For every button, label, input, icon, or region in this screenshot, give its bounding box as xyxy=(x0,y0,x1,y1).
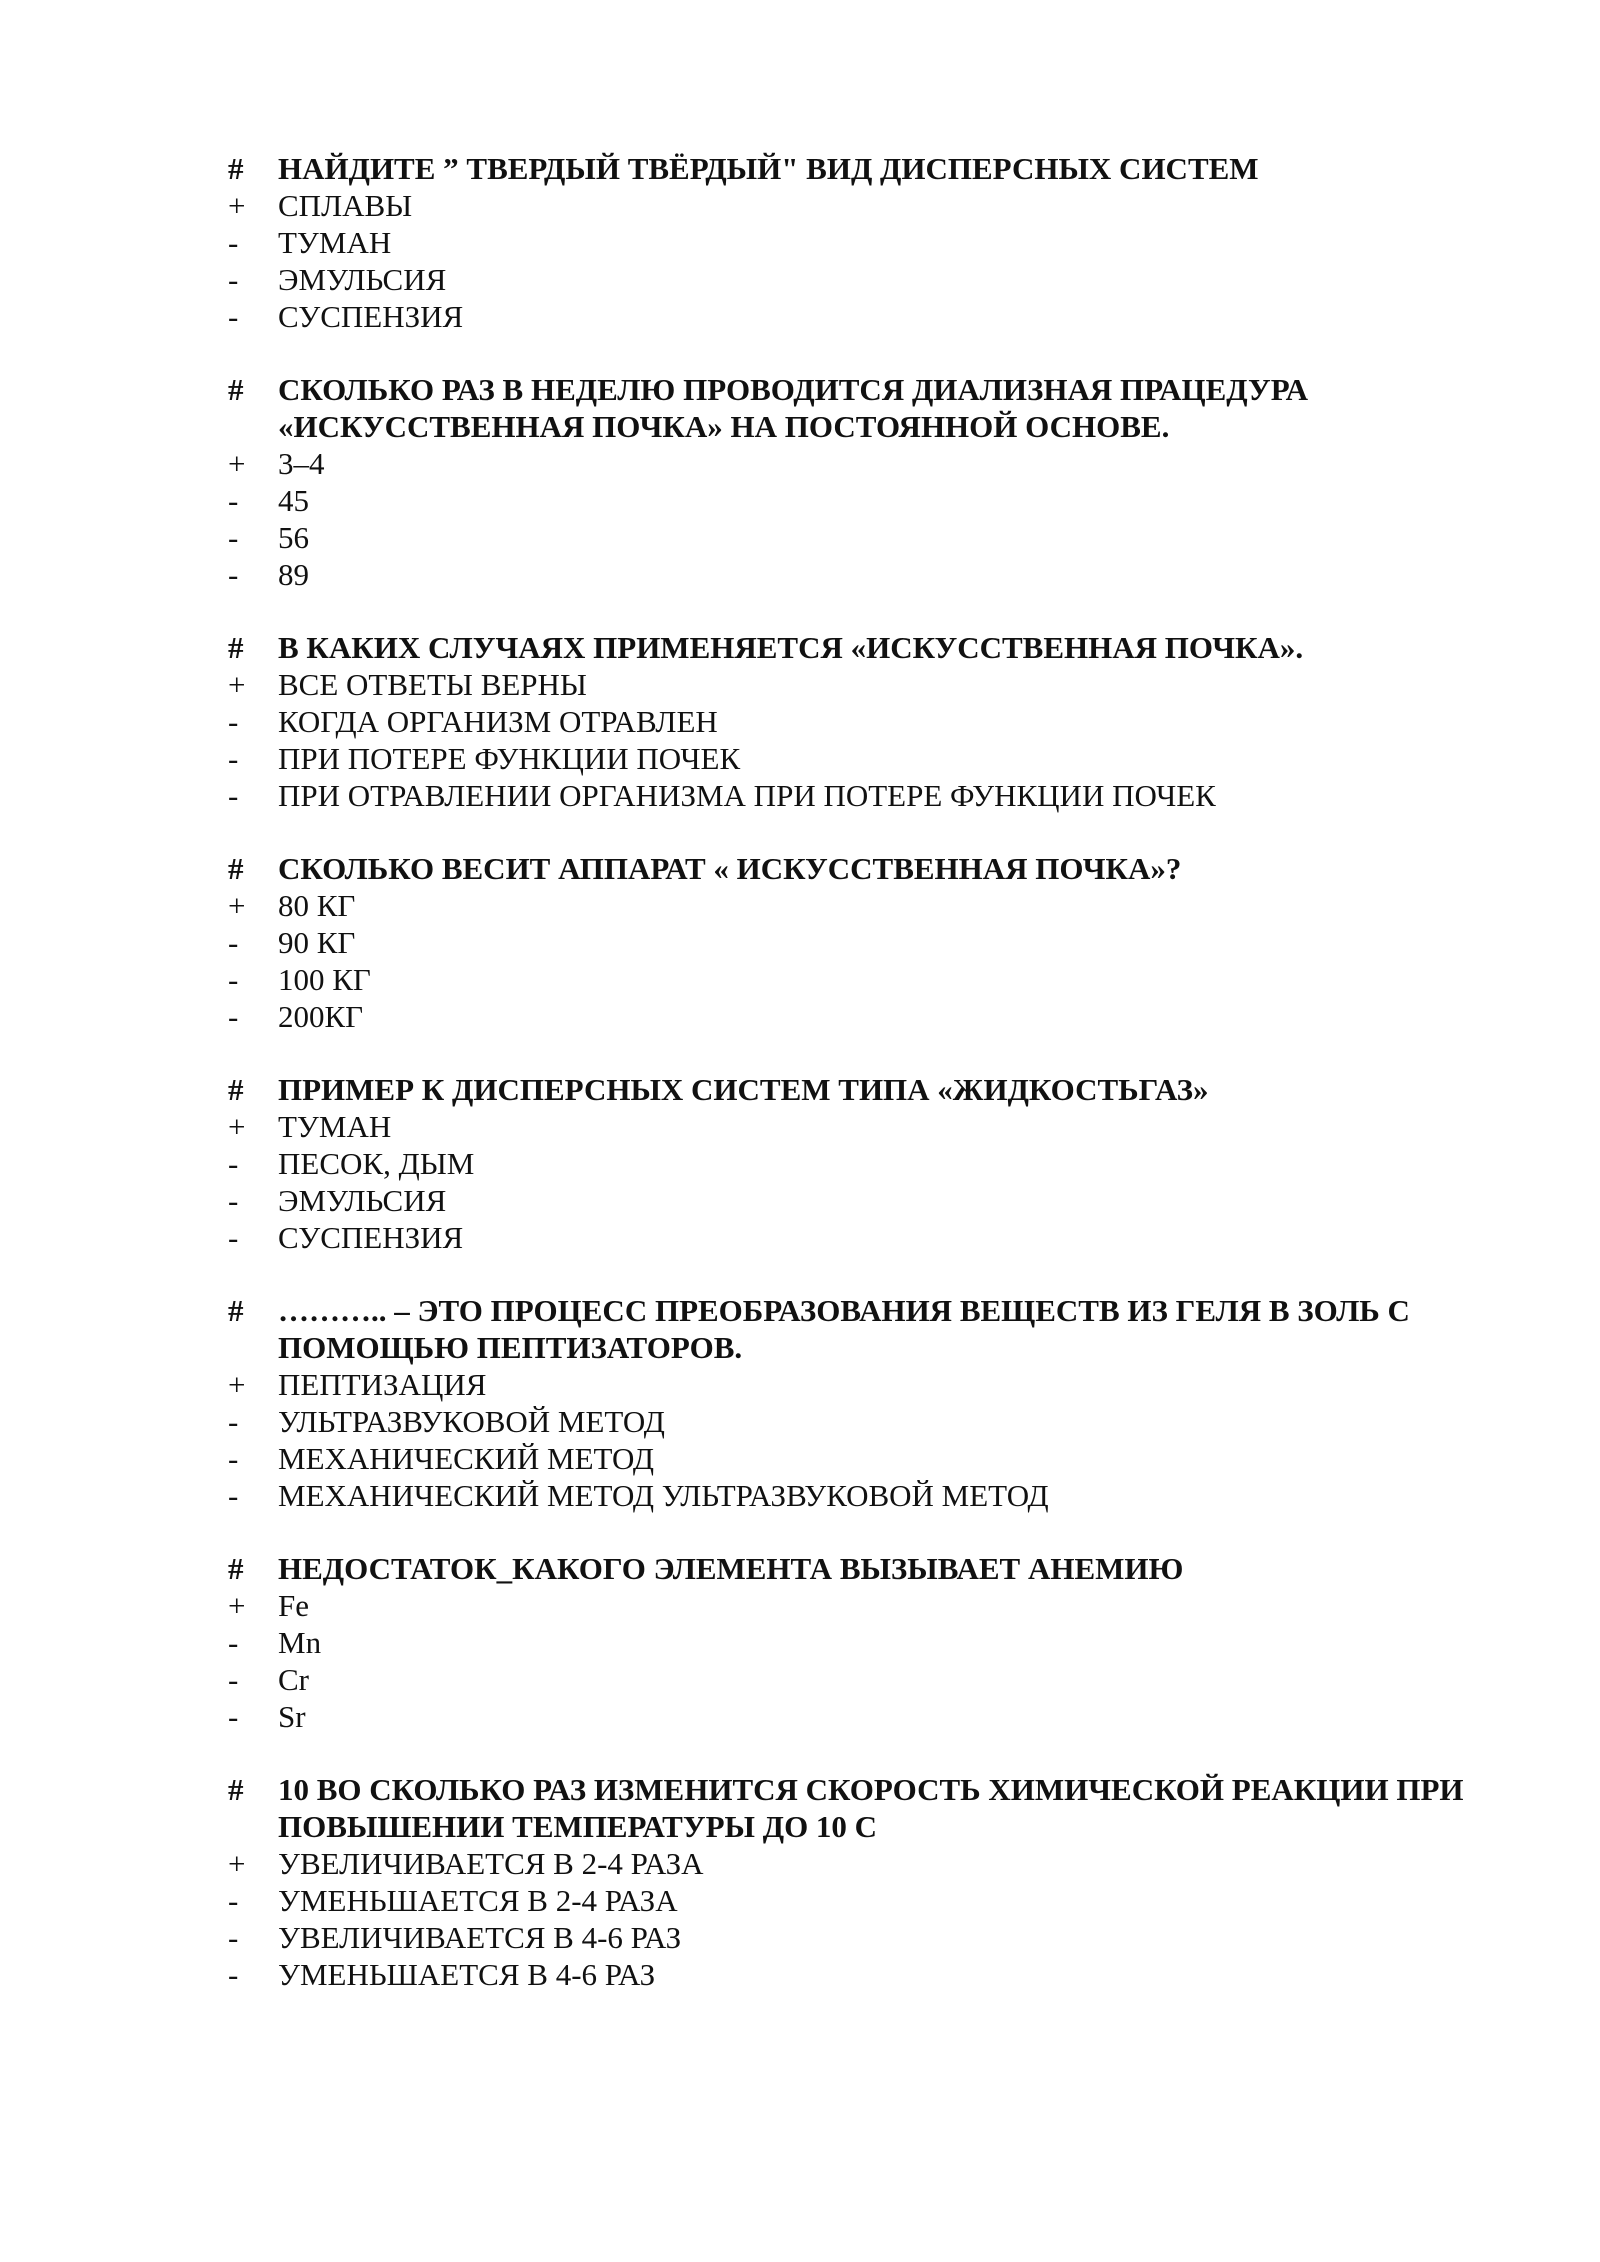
answer-marker: - xyxy=(228,1883,239,1918)
answer-text: УМЕНЬШАЕТСЯ В 4-6 РАЗ xyxy=(278,1957,656,1992)
answer-marker: + xyxy=(228,1109,246,1144)
question-text: СКОЛЬКО РАЗ В НЕДЕЛЮ ПРОВОДИТСЯ ДИАЛИЗНАЯ ПРАЦЕДУРА «ИСКУССТВЕННАЯ ПОЧКА» НА ПОСТОЯННОЙ ОСНОВЕ. xyxy=(278,372,1309,444)
question-block xyxy=(228,1550,1508,1735)
answer-text: Sr xyxy=(278,1699,306,1734)
answer-text: Mn xyxy=(278,1625,322,1660)
answer-text: Fe xyxy=(278,1588,309,1623)
answer-marker: - xyxy=(228,1404,239,1439)
answer-line xyxy=(228,961,1508,998)
answer-marker: + xyxy=(228,1367,246,1402)
question-line xyxy=(228,1550,1508,1587)
answer-line xyxy=(228,556,1508,593)
question-line xyxy=(228,150,1508,187)
answer-text: УМЕНЬШАЕТСЯ В 2-4 РАЗА xyxy=(278,1883,678,1918)
question-block xyxy=(228,1071,1508,1256)
question-marker: # xyxy=(228,372,244,407)
question-text: ПРИМЕР К ДИСПЕРСНЫХ СИСТЕМ ТИПА «ЖИДКОСТЬГАЗ» xyxy=(278,1072,1209,1107)
answer-text: УВЕЛИЧИВАЕТСЯ В 4-6 РАЗ xyxy=(278,1920,682,1955)
answer-marker: - xyxy=(228,1220,239,1255)
question-line xyxy=(228,1292,1508,1366)
answer-line xyxy=(228,1624,1508,1661)
answer-marker: - xyxy=(228,299,239,334)
answer-line xyxy=(228,1440,1508,1477)
question-block xyxy=(228,1292,1508,1514)
answer-marker: - xyxy=(228,925,239,960)
answer-line xyxy=(228,224,1508,261)
answer-text: 3–4 xyxy=(278,446,325,481)
answer-text: 90 КГ xyxy=(278,925,356,960)
question-block xyxy=(228,629,1508,814)
answer-marker: - xyxy=(228,778,239,813)
answer-text: СУСПЕНЗИЯ xyxy=(278,1220,464,1255)
answer-marker: + xyxy=(228,888,246,923)
answer-line xyxy=(228,1477,1508,1514)
answer-text: ЭМУЛЬСИЯ xyxy=(278,1183,447,1218)
answer-line xyxy=(228,1108,1508,1145)
answer-text: 56 xyxy=(278,520,309,555)
answer-text: ТУМАН xyxy=(278,225,392,260)
question-line xyxy=(228,371,1508,445)
answer-text: 200КГ xyxy=(278,999,364,1034)
answer-line xyxy=(228,703,1508,740)
answer-text: 80 КГ xyxy=(278,888,356,923)
answer-marker: + xyxy=(228,1846,246,1881)
question-marker: # xyxy=(228,851,244,886)
question-marker: # xyxy=(228,151,244,186)
question-block xyxy=(228,850,1508,1035)
answer-line xyxy=(228,998,1508,1035)
answer-marker: + xyxy=(228,446,246,481)
answer-line xyxy=(228,1366,1508,1403)
question-list xyxy=(228,150,1508,2029)
answer-text: ТУМАН xyxy=(278,1109,392,1144)
question-line xyxy=(228,629,1508,666)
answer-line xyxy=(228,740,1508,777)
answer-line xyxy=(228,777,1508,814)
answer-text: МЕХАНИЧЕСКИЙ МЕТОД xyxy=(278,1441,655,1476)
answer-line xyxy=(228,666,1508,703)
answer-marker: - xyxy=(228,1478,239,1513)
answer-line xyxy=(228,1403,1508,1440)
answer-marker: - xyxy=(228,1441,239,1476)
answer-marker: - xyxy=(228,1183,239,1218)
answer-line xyxy=(228,1587,1508,1624)
answer-text: МЕХАНИЧЕСКИЙ МЕТОД УЛЬТРАЗВУКОВОЙ МЕТОД xyxy=(278,1478,1049,1513)
answer-line xyxy=(228,1182,1508,1219)
answer-line xyxy=(228,1661,1508,1698)
answer-line xyxy=(228,1956,1508,1993)
answer-line xyxy=(228,261,1508,298)
answer-line xyxy=(228,1219,1508,1256)
answer-line xyxy=(228,519,1508,556)
question-text: НАЙДИТЕ ” ТВЕРДЫЙ ТВЁРДЫЙ" ВИД ДИСПЕРСНЫХ СИСТЕМ xyxy=(278,151,1259,186)
answer-text: ПРИ ПОТЕРЕ ФУНКЦИИ ПОЧЕК xyxy=(278,741,741,776)
answer-marker: + xyxy=(228,1588,246,1623)
answer-text: 89 xyxy=(278,557,309,592)
answer-marker: - xyxy=(228,557,239,592)
answer-text: СУСПЕНЗИЯ xyxy=(278,299,464,334)
question-text: ……….. – ЭТО ПРОЦЕСС ПРЕОБРАЗОВАНИЯ ВЕЩЕСТВ ИЗ ГЕЛЯ В ЗОЛЬ С ПОМОЩЬЮ ПЕПТИЗАТОРОВ. xyxy=(278,1293,1410,1365)
question-block xyxy=(228,150,1508,335)
question-block xyxy=(228,371,1508,593)
answer-marker: + xyxy=(228,188,246,223)
answer-line xyxy=(228,1882,1508,1919)
answer-text: УВЕЛИЧИВАЕТСЯ В 2-4 РАЗА xyxy=(278,1846,704,1881)
answer-marker: - xyxy=(228,704,239,739)
question-marker: # xyxy=(228,1551,244,1586)
answer-marker: - xyxy=(228,1146,239,1181)
answer-marker: - xyxy=(228,999,239,1034)
answer-line xyxy=(228,887,1508,924)
question-line xyxy=(228,1771,1508,1845)
answer-marker: + xyxy=(228,667,246,702)
question-text: В КАКИХ СЛУЧАЯХ ПРИМЕНЯЕТСЯ «ИСКУССТВЕННАЯ ПОЧКА». xyxy=(278,630,1304,665)
question-line xyxy=(228,1071,1508,1108)
answer-text: КОГДА ОРГАНИЗМ ОТРАВЛЕН xyxy=(278,704,718,739)
answer-line xyxy=(228,445,1508,482)
answer-line xyxy=(228,1919,1508,1956)
answer-marker: - xyxy=(228,962,239,997)
answer-text: 45 xyxy=(278,483,309,518)
answer-text: УЛЬТРАЗВУКОВОЙ МЕТОД xyxy=(278,1404,665,1439)
answer-text: СПЛАВЫ xyxy=(278,188,413,223)
answer-marker: - xyxy=(228,1920,239,1955)
answer-marker: - xyxy=(228,520,239,555)
answer-marker: - xyxy=(228,1625,239,1660)
answer-marker: - xyxy=(228,1957,239,1992)
question-text: СКОЛЬКО ВЕСИТ АППАРАТ « ИСКУССТВЕННАЯ ПОЧКА»? xyxy=(278,851,1182,886)
answer-text: ПЕСОК, ДЫМ xyxy=(278,1146,475,1181)
question-marker: # xyxy=(228,1072,244,1107)
answer-text: 100 КГ xyxy=(278,962,371,997)
question-marker: # xyxy=(228,630,244,665)
answer-line xyxy=(228,924,1508,961)
question-text: 10 ВО СКОЛЬКО РАЗ ИЗМЕНИТСЯ СКОРОСТЬ ХИМИЧЕСКОЙ РЕАКЦИИ ПРИ ПОВЫШЕНИИ ТЕМПЕРАТУРЫ ДО 10 С xyxy=(278,1772,1464,1844)
answer-text: Cr xyxy=(278,1662,309,1697)
question-text: НЕДОСТАТОК_КАКОГО ЭЛЕМЕНТА ВЫЗЫВАЕТ АНЕМИЮ xyxy=(278,1551,1184,1586)
answer-marker: - xyxy=(228,262,239,297)
question-block xyxy=(228,1771,1508,1993)
question-marker: # xyxy=(228,1293,244,1328)
answer-text: ПРИ ОТРАВЛЕНИИ ОРГАНИЗМА ПРИ ПОТЕРЕ ФУНКЦИИ ПОЧЕК xyxy=(278,778,1216,813)
answer-marker: - xyxy=(228,1699,239,1734)
answer-line xyxy=(228,187,1508,224)
answer-text: ЭМУЛЬСИЯ xyxy=(278,262,447,297)
answer-line xyxy=(228,298,1508,335)
answer-marker: - xyxy=(228,741,239,776)
answer-marker: - xyxy=(228,483,239,518)
answer-line xyxy=(228,1845,1508,1882)
answer-marker: - xyxy=(228,225,239,260)
answer-line xyxy=(228,1145,1508,1182)
answer-text: ПЕПТИЗАЦИЯ xyxy=(278,1367,487,1402)
question-line xyxy=(228,850,1508,887)
answer-text: ВСЕ ОТВЕТЫ ВЕРНЫ xyxy=(278,667,587,702)
question-marker: # xyxy=(228,1772,244,1807)
answer-line xyxy=(228,1698,1508,1735)
answer-marker: - xyxy=(228,1662,239,1697)
answer-line xyxy=(228,482,1508,519)
